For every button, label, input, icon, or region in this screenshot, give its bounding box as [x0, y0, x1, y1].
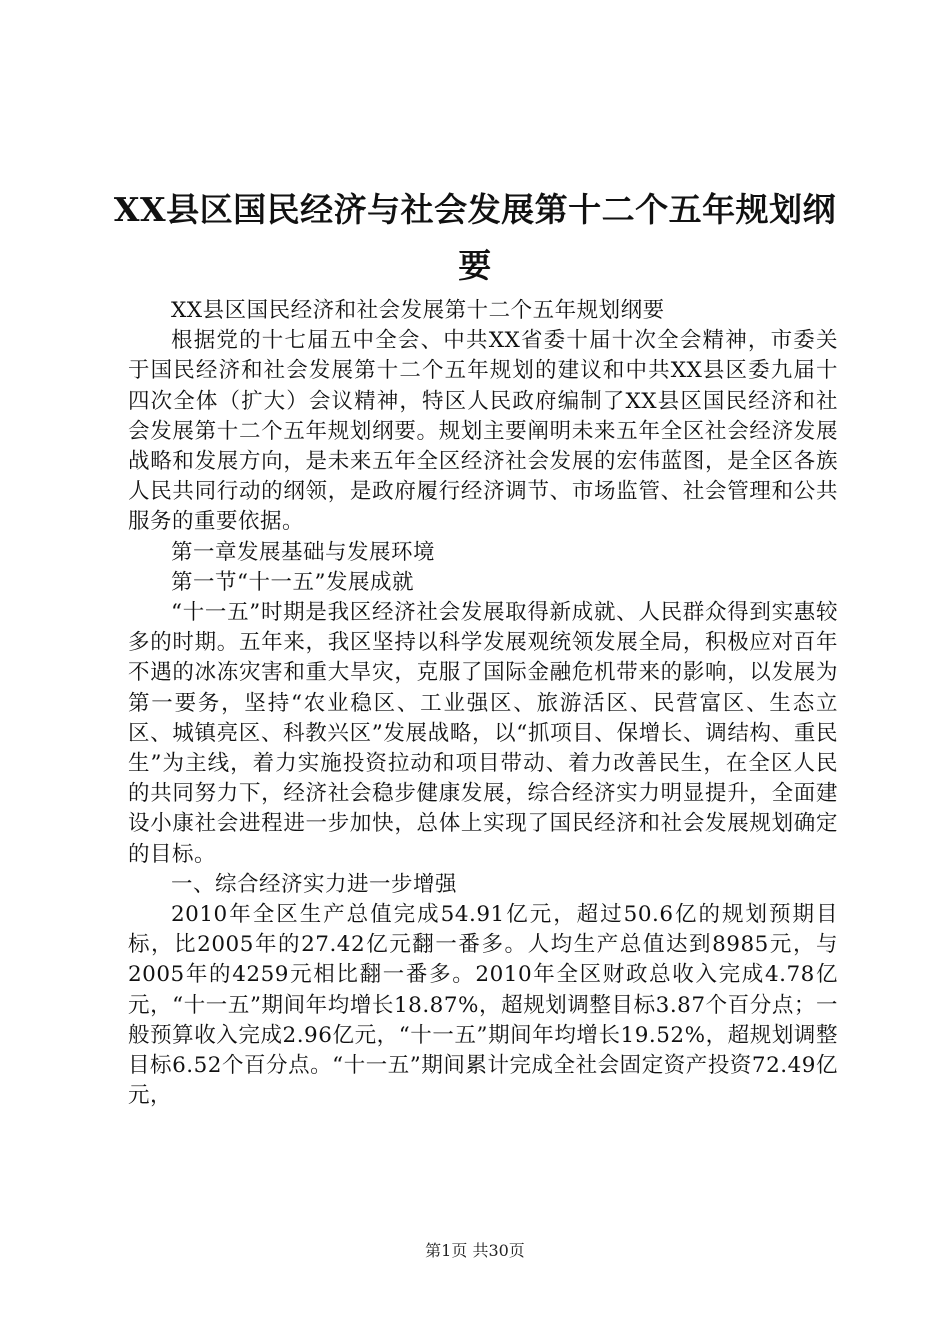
achievements-paragraph: “十一五”时期是我区经济社会发展取得新成就、人民群众得到实惠较多的时期。五年来，我区坚持以科学发展观统领发展全局，积极应对百年不遇的冰冻灾害和重大旱灾，克服了国际金融危机带来的影响，以发展为第一要务，坚持“农业稳区、工业强区、旅游活区、民营富区、生态立区、城镇亮区、科教兴区”发展战略，以“抓项目、保增长、调结构、重民生”为主线，着力实施投资拉动和项目带动、着力改善民生，在全区人民的共同努力下，经济社会稳步健康发展，综合经济实力明显提升，全面建设小康社会进程进一步加快，总体上实现了国民经济和社会发展规划确定的目标。 — [128, 600, 838, 867]
document-body — [128, 296, 838, 1111]
chapter-heading: 第一章发展基础与发展环境 — [171, 539, 436, 565]
section-heading: 第一节“十一五”发展成就 — [171, 569, 414, 595]
intro-paragraph: 根据党的十七届五中全会、中共XX省委十届十次全会精神，市委关于国民经济和社会发展第十二个五年规划的建议和中共XX县区委九届十四次全体（扩大）会议精神，特区人民政府编制了XX县区国民经济和社会发展第十二个五年规划纲要。规划主要阐明未来五年全区社会经济发展战略和发展方向，是未来五年全区经济社会发展的宏伟蓝图，是全区各族人民共同行动的纲领，是政府履行经济调节、市场监管、社会管理和公共服务的重要依据。 — [128, 328, 838, 535]
page-footer: 第1页 共30页 — [425, 1241, 525, 1260]
subsection-heading: 一、综合经济实力进一步增强 — [171, 871, 458, 897]
subtitle-paragraph: XX县区国民经济和社会发展第十二个五年规划纲要 — [171, 298, 665, 323]
economy-paragraph: 2010年全区生产总值完成54.91亿元，超过50.6亿的规划预期目标，比2005年的27.42亿元翻一番多。人均生产总值达到8985元，与2005年的4259元相比翻一番多。2010年全区财政总收入完成4.78亿元，“十一五”期间年均增长18.87%，超规划调整目标3.87个百分点；一般预算收入完成2.96亿元，“十一五”期间年均增长19.52%，超规划调整目标6.52个百分点。“十一五”期间累计完成全社会固定资产投资72.49亿元， — [128, 902, 838, 1109]
document-title: XX县区国民经济与社会发展第十二个五年规划纲要 — [113, 190, 837, 285]
